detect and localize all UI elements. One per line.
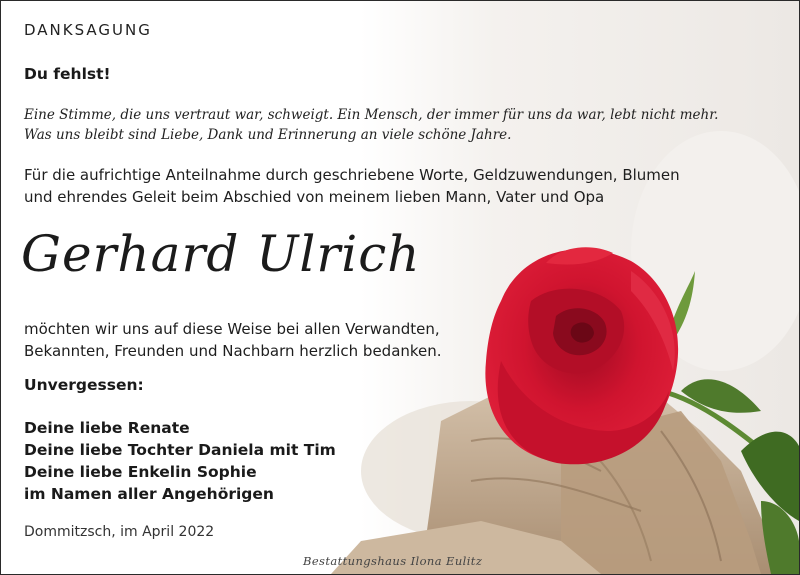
subheading: Du fehlst! — [24, 65, 111, 83]
deceased-name: Gerhard Ulrich — [21, 225, 421, 283]
family-list — [24, 417, 336, 505]
memorial-quote — [24, 105, 718, 145]
place-date: Dommitzsch, im April 2022 — [24, 524, 215, 540]
heading-danksagung: DANKSAGUNG — [24, 21, 152, 39]
quote-line: Eine Stimme, die uns vertraut war, schweigt. Ein Mensch, der immer für uns da war, lebt nicht mehr. — [24, 107, 719, 123]
intro-line: Für die aufrichtige Anteilnahme durch geschriebene Worte, Geldzuwendungen, Blumen — [24, 166, 680, 184]
family-member: Deine liebe Enkelin Sophie — [24, 463, 257, 481]
intro-line: und ehrendes Geleit beim Abschied von meinem lieben Mann, Vater und Opa — [24, 188, 605, 206]
intro-paragraph — [24, 164, 680, 208]
unforgotten-label: Unvergessen: — [24, 376, 144, 394]
family-member: Deine liebe Tochter Daniela mit Tim — [24, 441, 336, 459]
undertaker-credit: Bestattungshaus Ilona Eulitz — [303, 554, 483, 568]
thanks-paragraph — [24, 318, 442, 362]
quote-line: Was uns bleibt sind Liebe, Dank und Erinnerung an viele schöne Jahre. — [24, 127, 512, 143]
family-member: Deine liebe Renate — [24, 419, 190, 437]
thanks-line: Bekannten, Freunden und Nachbarn herzlich bedanken. — [24, 342, 442, 360]
family-member: im Namen aller Angehörigen — [24, 485, 274, 503]
thanks-line: möchten wir uns auf diese Weise bei allen Verwandten, — [24, 320, 440, 338]
